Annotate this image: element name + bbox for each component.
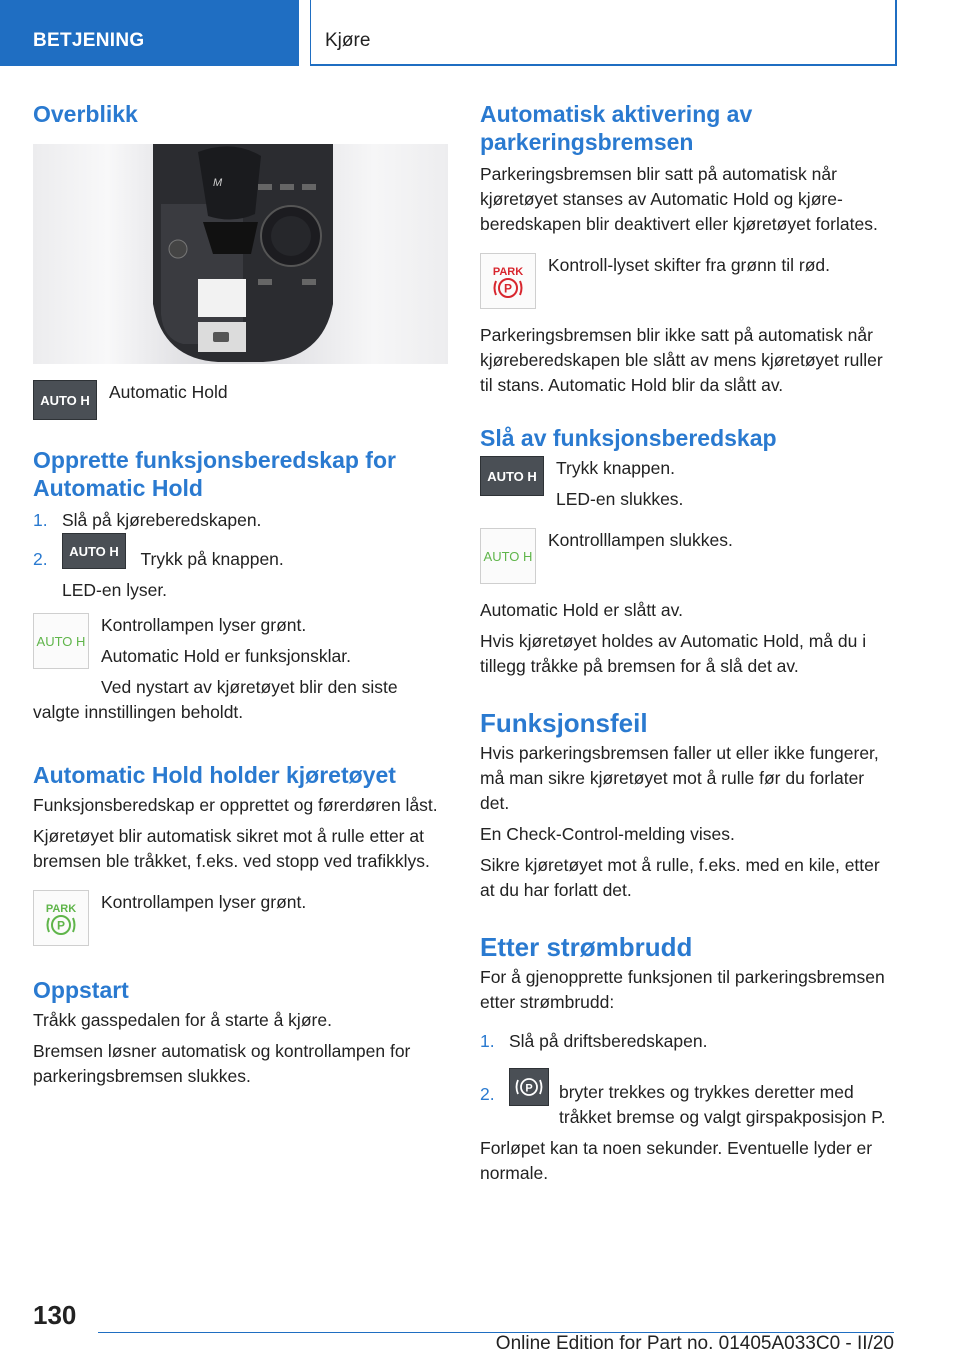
park-green-lamp-icon bbox=[33, 890, 89, 946]
fault-paragraph-2: En Check-Control-melding vises. bbox=[480, 824, 735, 844]
start-paragraph-2: Bremsen løsner automatisk og kontrollampen for parkeringsbremsen slukkes. bbox=[33, 1041, 411, 1086]
off-lamp-row bbox=[480, 528, 895, 584]
park-red-symbol bbox=[488, 261, 528, 301]
step-text: Trykk på knappen. bbox=[140, 549, 284, 569]
restart-text-a: Ved nystart av kjøretøyet blir den siste bbox=[101, 677, 398, 697]
auto-hold-button-row bbox=[33, 380, 448, 420]
list-item bbox=[33, 508, 448, 533]
step-text: Slå på driftsberedskapen. bbox=[509, 1031, 708, 1051]
restart-text-b: valgte innstillingen beholdt. bbox=[33, 702, 244, 722]
power-paragraph-1: For å gjenopprette funksjonen til parkeringsbremsen etter strømbrudd: bbox=[480, 967, 885, 1012]
auto-hold-off-lamp-icon: AUTO H bbox=[480, 528, 536, 584]
auto-hold-button-icon: AUTO H bbox=[33, 380, 97, 420]
list-item bbox=[33, 543, 448, 572]
holds-lamp-text: Kontrollampen lyser grønt. bbox=[101, 892, 307, 912]
svg-text:P: P bbox=[525, 1082, 533, 1095]
list-item bbox=[480, 1029, 895, 1054]
ready-text: Automatic Hold er funksjonsklar. bbox=[101, 646, 351, 666]
auto-hold-green-lamp-icon: AUTO H bbox=[33, 613, 89, 669]
heading-auto-activation: Automatisk aktivering av parkeringsbremsen bbox=[480, 101, 753, 155]
off-paragraph-2: Hvis kjøretøyet holdes av Automatic Hold, må du i tillegg tråkke på bremsen for å slå det av. bbox=[480, 631, 867, 676]
holds-paragraph-2: Kjøretøyet blir automatisk sikret mot å rulle etter at bremsen ble tråkket, f.eks. ved stopp ved trafikklys. bbox=[33, 826, 430, 871]
park-green-symbol bbox=[41, 898, 81, 938]
park-lamp-row bbox=[33, 890, 448, 946]
heading-power-loss: Etter strømbrudd bbox=[480, 932, 693, 962]
heading-holds: Automatic Hold holder kjøretøyet bbox=[33, 762, 396, 788]
fault-paragraph-1: Hvis parkeringsbremsen faller ut eller ikke fungerer, må man sikre kjøretøyet mot å rulle før du forlater det. bbox=[480, 743, 879, 813]
park-lamp-label: PARK bbox=[45, 903, 77, 915]
off-paragraph-1: Automatic Hold er slått av. bbox=[480, 600, 683, 620]
auto-paragraph-2: Parkeringsbremsen blir ikke satt på automatisk når kjøreberedskapen ble slått av mens kjøretøyet ruller til stans. Automatic Hold blir da slått av. bbox=[480, 325, 883, 395]
heading-fault: Funksjonsfeil bbox=[480, 708, 648, 738]
auto-paragraph-1: Parkeringsbremsen blir satt på automatisk når kjøretøyet stanses av Automatic Hold og kjøreberedskapen blir deaktivert eller kjøretøyet forlates. bbox=[480, 164, 878, 234]
step-text: bryter trekkes og trykkes deretter med tråkket bremse og valgt girspakposisjon P. bbox=[559, 1082, 886, 1127]
svg-text:P: P bbox=[503, 281, 513, 296]
step-text: Slå på kjøreberedskapen. bbox=[62, 510, 262, 530]
parking-brake-switch-icon bbox=[509, 1068, 549, 1106]
power-paragraph-2: Forløpet kan ta noen sekunder. Eventuelle lyder er normale. bbox=[480, 1138, 873, 1183]
fault-paragraph-3: Sikre kjøretøyet mot å rulle, f.eks. med en kile, etter at du har forlatt det. bbox=[480, 855, 880, 900]
console-illustration bbox=[33, 144, 448, 364]
chapter-tab bbox=[310, 0, 897, 66]
page-number: 130 bbox=[33, 1300, 77, 1330]
heading-overview: Overblikk bbox=[33, 101, 138, 127]
svg-text:P: P bbox=[56, 918, 66, 933]
auto-hold-button-icon: AUTO H bbox=[62, 533, 126, 569]
heading-start: Oppstart bbox=[33, 977, 129, 1003]
list-number: 2. bbox=[480, 1084, 495, 1104]
auto-hold-button-icon: AUTO H bbox=[480, 456, 544, 496]
auto-hold-caption: Automatic Hold bbox=[109, 382, 228, 402]
list-item bbox=[480, 1068, 895, 1130]
heading-switch-off: Slå av funksjonsberedskap bbox=[480, 425, 777, 451]
lamp-change-text: Kontroll-lyset skifter fra grønn til rød. bbox=[548, 255, 831, 275]
center-console-photo bbox=[33, 144, 448, 364]
start-paragraph-1: Tråkk gasspedalen for å starte å kjøre. bbox=[33, 1010, 332, 1030]
list-number: 1. bbox=[33, 510, 48, 530]
left-column bbox=[33, 100, 448, 1089]
led-on-text: LED-en lyser. bbox=[62, 580, 168, 600]
section-tab bbox=[0, 0, 299, 66]
led-off-text: LED-en slukkes. bbox=[556, 489, 684, 509]
svg-text:M: M bbox=[213, 177, 223, 189]
heading-setup: Opprette funksjonsberedskap for Automatic Hold bbox=[33, 447, 396, 501]
park-switch-symbol bbox=[515, 1074, 543, 1100]
park-red-lamp-icon bbox=[480, 253, 536, 309]
lamp-row bbox=[33, 613, 448, 700]
off-press-text: Trykk knappen. bbox=[556, 458, 675, 478]
right-column bbox=[480, 100, 895, 1186]
section-label: BETJENING bbox=[33, 30, 145, 51]
holds-paragraph-1: Funksjonsberedskap er opprettet og førerdøren låst. bbox=[33, 795, 438, 815]
edition-text: Online Edition for Part no. 01405A033C0 - II/20 bbox=[495, 1333, 894, 1354]
lamp-green-text: Kontrollampen lyser grønt. bbox=[101, 615, 307, 635]
off-button-row bbox=[480, 456, 895, 512]
chapter-label: Kjøre bbox=[325, 30, 371, 51]
list-number: 2. bbox=[33, 549, 48, 569]
list-number: 1. bbox=[480, 1031, 495, 1051]
lamp-off-text: Kontrolllampen slukkes. bbox=[548, 530, 733, 550]
red-park-lamp-row bbox=[480, 253, 895, 309]
park-lamp-label: PARK bbox=[492, 266, 524, 278]
